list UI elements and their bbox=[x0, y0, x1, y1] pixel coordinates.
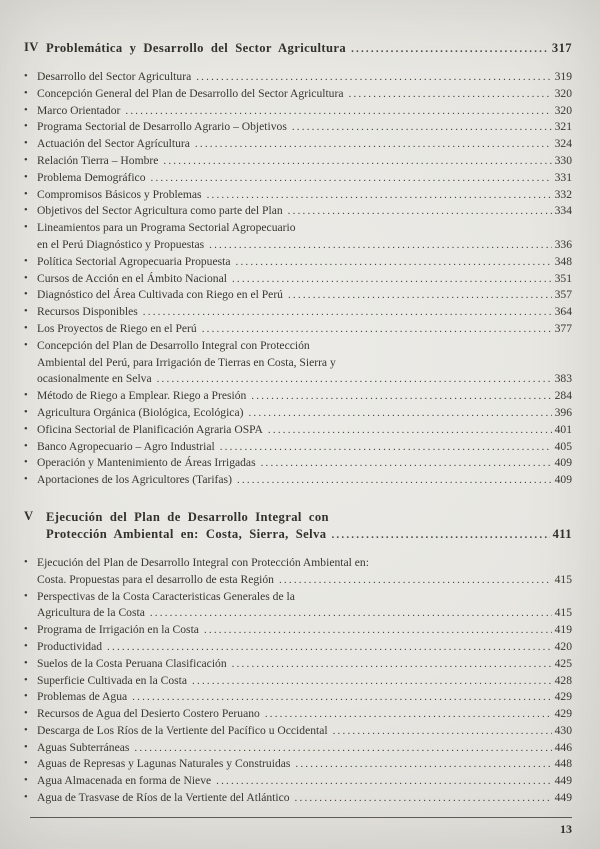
toc-entry-title: Diagnóstico del Área Cultivada con Riego en el Perú bbox=[37, 288, 283, 302]
toc-item-body bbox=[37, 304, 572, 321]
toc-entry-title: Método de Riego a Emplear. Riego a Presión bbox=[37, 389, 247, 403]
toc-item-body bbox=[37, 706, 572, 723]
toc-item bbox=[24, 136, 572, 153]
bullet-icon: • bbox=[24, 775, 28, 787]
toc-entry-page-number: 446 bbox=[554, 740, 572, 754]
dot-leader bbox=[196, 69, 551, 86]
section-line bbox=[46, 40, 572, 58]
toc-item-body bbox=[37, 271, 572, 288]
toc-item bbox=[24, 220, 572, 254]
bullet-icon: • bbox=[24, 457, 28, 469]
toc-item-body bbox=[37, 338, 572, 388]
toc-item-body bbox=[37, 439, 572, 456]
section-title-continued: Ejecución del Plan de Desarrollo Integral con bbox=[46, 509, 329, 524]
dot-leader bbox=[295, 790, 552, 807]
toc-entry-title: Problemas de Agua bbox=[37, 690, 128, 704]
dot-leader bbox=[279, 572, 552, 589]
toc-item-body bbox=[37, 689, 572, 706]
toc-section-v bbox=[24, 509, 572, 807]
toc-item-body bbox=[37, 119, 572, 136]
toc-entry-title: Costa. Propuestas para el desarrollo de esta Región bbox=[37, 572, 274, 586]
toc-entry-line bbox=[37, 622, 572, 639]
toc-entry-line bbox=[37, 203, 572, 220]
toc-entry-page-number: 336 bbox=[554, 237, 572, 251]
toc-entry-line bbox=[37, 455, 572, 472]
toc-item bbox=[24, 187, 572, 204]
bullet-icon: • bbox=[24, 674, 28, 686]
bullet-icon: • bbox=[24, 171, 28, 183]
toc-entry-line bbox=[37, 422, 572, 439]
toc-item-body bbox=[37, 136, 572, 153]
bullet-icon: • bbox=[24, 339, 28, 351]
dot-leader bbox=[236, 254, 552, 271]
dot-leader bbox=[209, 237, 551, 254]
dot-leader bbox=[331, 526, 549, 544]
toc-entry-page-number: 364 bbox=[554, 305, 572, 319]
toc-entry-title: Actuación del Sector Agrícultura bbox=[37, 137, 190, 151]
section-heading-lines bbox=[46, 509, 572, 544]
toc-entry-page-number: 284 bbox=[554, 389, 572, 403]
toc-item-body bbox=[37, 321, 572, 338]
section-numeral: IV bbox=[24, 40, 39, 54]
toc-entry-page-number: 330 bbox=[554, 153, 572, 167]
toc-entry-page-number: 420 bbox=[554, 639, 572, 653]
toc-entry-line bbox=[37, 371, 572, 388]
dot-leader bbox=[251, 388, 551, 405]
toc-entry-line bbox=[37, 740, 572, 757]
toc-entry-line bbox=[37, 439, 572, 456]
dot-leader bbox=[157, 371, 552, 388]
toc-item bbox=[24, 706, 572, 723]
toc-item-list bbox=[24, 555, 572, 807]
dot-leader bbox=[207, 187, 552, 204]
toc-entry-continued: Ambiental del Perú, para Irrigación de Tierras en Costa, Sierra y bbox=[37, 355, 336, 369]
dot-leader bbox=[125, 103, 551, 120]
toc-entry-title: Aguas de Represas y Lagunas Naturales y Construidas bbox=[37, 757, 291, 771]
toc-entry-page-number: 419 bbox=[554, 623, 572, 637]
toc-entry-page-number: 331 bbox=[554, 170, 572, 184]
toc-entry-line bbox=[37, 790, 572, 807]
toc-entry-page-number: 409 bbox=[554, 473, 572, 487]
toc-entry-title: Aportaciones de los Agricultores (Tarifas) bbox=[37, 473, 232, 487]
toc-item-body bbox=[37, 220, 572, 254]
toc-entry-line bbox=[37, 254, 572, 271]
toc-entry-line bbox=[37, 723, 572, 740]
dot-leader bbox=[351, 40, 549, 58]
section-heading bbox=[24, 509, 572, 544]
toc-entry-page-number: 449 bbox=[554, 774, 572, 788]
toc-item-body bbox=[37, 103, 572, 120]
toc-entry-title: Programa de Irrigación en la Costa bbox=[37, 623, 199, 637]
toc-entry-line bbox=[37, 119, 572, 136]
toc-entry-title: Recursos Disponibles bbox=[37, 305, 138, 319]
dot-leader bbox=[232, 271, 552, 288]
dot-leader bbox=[292, 119, 552, 136]
toc-item-body bbox=[37, 69, 572, 86]
bullet-icon: • bbox=[24, 289, 28, 301]
toc-entry-page-number: 377 bbox=[554, 321, 572, 335]
toc-entry-line bbox=[37, 405, 572, 422]
bullet-icon: • bbox=[24, 222, 28, 234]
toc-entry-line bbox=[37, 673, 572, 690]
dot-leader bbox=[268, 422, 552, 439]
toc-item bbox=[24, 405, 572, 422]
toc-item bbox=[24, 673, 572, 690]
toc-item bbox=[24, 103, 572, 120]
page-footer bbox=[30, 817, 572, 837]
toc-entry-title: Recursos de Agua del Desierto Costero Peruano bbox=[37, 707, 260, 721]
toc-entry-title: Oficina Sectorial de Planificación Agraria OSPA bbox=[37, 422, 263, 436]
toc-entry-page-number: 401 bbox=[554, 422, 572, 436]
bullet-icon: • bbox=[24, 474, 28, 486]
toc-item-body bbox=[37, 555, 572, 589]
toc-item-body bbox=[37, 756, 572, 773]
toc-entry-title: Los Proyectos de Riego en el Perú bbox=[37, 321, 197, 335]
dot-leader bbox=[195, 136, 552, 153]
toc-item bbox=[24, 304, 572, 321]
toc-item bbox=[24, 86, 572, 103]
toc-item bbox=[24, 153, 572, 170]
toc-entry-line bbox=[37, 756, 572, 773]
toc-entry-continued: Ejecución del Plan de Desarrollo Integral con Protección Ambiental en: bbox=[37, 555, 369, 569]
toc-entry-title: Agricultura de la Costa bbox=[37, 606, 145, 620]
toc-entry-page-number: 334 bbox=[554, 204, 572, 218]
toc-item-body bbox=[37, 153, 572, 170]
toc-entry-line bbox=[37, 287, 572, 304]
toc-entry-line bbox=[37, 321, 572, 338]
bullet-icon: • bbox=[24, 322, 28, 334]
toc-entry-line bbox=[37, 187, 572, 204]
toc-item bbox=[24, 790, 572, 807]
toc-entry-line bbox=[37, 237, 572, 254]
toc-entry-line bbox=[37, 572, 572, 589]
dot-leader bbox=[232, 656, 552, 673]
toc-item bbox=[24, 338, 572, 388]
bullet-icon: • bbox=[24, 440, 28, 452]
toc-entry-title: Banco Agropecuario – Agro Industrial bbox=[37, 439, 215, 453]
toc-entry-title: ocasionalmente en Selva bbox=[37, 372, 152, 386]
dot-leader bbox=[143, 304, 552, 321]
bullet-icon: • bbox=[24, 624, 28, 636]
dot-leader bbox=[202, 321, 552, 338]
bullet-icon: • bbox=[24, 121, 28, 133]
toc-item-body bbox=[37, 388, 572, 405]
dot-leader bbox=[216, 773, 551, 790]
toc-entry-title: Concepción General del Plan de Desarrollo del Sector Agricultura bbox=[37, 86, 344, 100]
bullet-icon: • bbox=[24, 406, 28, 418]
toc-entry-page-number: 409 bbox=[554, 456, 572, 470]
toc-entry-page-number: 320 bbox=[554, 103, 572, 117]
toc-entry-line bbox=[37, 773, 572, 790]
toc-entry-title: Operación y Mantenimiento de Áreas Irrigadas bbox=[37, 456, 256, 470]
dot-leader bbox=[132, 689, 551, 706]
toc-entry-line bbox=[37, 656, 572, 673]
dot-leader bbox=[237, 472, 552, 489]
toc-entry-line bbox=[37, 639, 572, 656]
bullet-icon: • bbox=[24, 741, 28, 753]
dot-leader bbox=[288, 287, 552, 304]
toc-item-body bbox=[37, 86, 572, 103]
toc-entry-line bbox=[37, 605, 572, 622]
bullet-icon: • bbox=[24, 724, 28, 736]
toc-item bbox=[24, 756, 572, 773]
toc-item bbox=[24, 689, 572, 706]
toc-entry-line bbox=[37, 86, 572, 103]
dot-leader bbox=[295, 756, 551, 773]
toc-entry-line bbox=[37, 472, 572, 489]
dot-leader bbox=[248, 405, 551, 422]
toc-section-iv bbox=[24, 40, 572, 489]
toc-entry-title: Marco Orientador bbox=[37, 103, 121, 117]
toc-item bbox=[24, 271, 572, 288]
toc-entry-page-number: 415 bbox=[554, 572, 572, 586]
toc-entry-title: Productividad bbox=[37, 639, 103, 653]
toc-item-body bbox=[37, 639, 572, 656]
toc-entry-continued: Lineamientos para un Programa Sectorial Agropecuario bbox=[37, 221, 296, 235]
dot-leader bbox=[192, 673, 552, 690]
toc-entry-page-number: 324 bbox=[554, 137, 572, 151]
section-title: Problemática y Desarrollo del Sector Agricultura bbox=[46, 41, 347, 55]
toc-entry-page-number: 448 bbox=[554, 757, 572, 771]
toc-entry-line bbox=[37, 689, 572, 706]
bullet-icon: • bbox=[24, 71, 28, 82]
toc-entry-page-number: 415 bbox=[554, 606, 572, 620]
toc-item-body bbox=[37, 405, 572, 422]
toc-entry-page-number: 425 bbox=[554, 656, 572, 670]
toc-item bbox=[24, 740, 572, 757]
toc-entry-page-number: 357 bbox=[554, 288, 572, 302]
toc-entry-page-number: 319 bbox=[554, 70, 572, 83]
dot-leader bbox=[265, 706, 552, 723]
toc-item-body bbox=[37, 254, 572, 271]
bullet-icon: • bbox=[24, 87, 28, 99]
toc-item-body bbox=[37, 673, 572, 690]
toc-item-body bbox=[37, 287, 572, 304]
dot-leader bbox=[134, 740, 551, 757]
toc-entry-page-number: 383 bbox=[554, 372, 572, 386]
dot-leader bbox=[220, 439, 552, 456]
dot-leader bbox=[150, 605, 552, 622]
toc-item bbox=[24, 656, 572, 673]
dot-leader bbox=[107, 639, 552, 656]
toc-entry-line bbox=[37, 706, 572, 723]
dot-leader bbox=[349, 86, 552, 103]
bullet-icon: • bbox=[24, 640, 28, 652]
toc-entry-title: Política Sectorial Agropecuaria Propuesta bbox=[37, 254, 231, 268]
bullet-icon: • bbox=[24, 423, 28, 435]
toc-entry-page-number: 429 bbox=[554, 690, 572, 704]
toc-item-body bbox=[37, 656, 572, 673]
toc-item bbox=[24, 472, 572, 489]
toc-entry-page-number: 405 bbox=[554, 439, 572, 453]
toc-item bbox=[24, 170, 572, 187]
dot-leader bbox=[288, 203, 552, 220]
bullet-icon: • bbox=[24, 758, 28, 770]
toc-entry-page-number: 396 bbox=[554, 405, 572, 419]
dot-leader bbox=[163, 153, 551, 170]
section-line bbox=[46, 526, 572, 544]
bullet-icon: • bbox=[24, 306, 28, 318]
toc-entry-title: Problema Demográfico bbox=[37, 170, 146, 184]
toc-entry-continued: Concepción del Plan de Desarrollo Integral con Protección bbox=[37, 338, 310, 352]
toc-entry-page-number: 429 bbox=[554, 707, 572, 721]
dot-leader bbox=[204, 622, 552, 639]
toc-item-body bbox=[37, 723, 572, 740]
toc-entry-page-number: 430 bbox=[554, 723, 572, 737]
toc-entry-title: Agricultura Orgánica (Biológica, Ecológica) bbox=[37, 405, 244, 419]
toc-entry-continued: Perspectivas de la Costa Caracteristicas Generales de la bbox=[37, 589, 295, 603]
dot-leader bbox=[151, 170, 552, 187]
toc-entry-page-number: 320 bbox=[554, 86, 572, 100]
toc-item bbox=[24, 773, 572, 790]
toc-item bbox=[24, 639, 572, 656]
toc-item-body bbox=[37, 203, 572, 220]
toc-entry-title: Compromisos Básicos y Problemas bbox=[37, 187, 202, 201]
toc-entry-line bbox=[37, 153, 572, 170]
section-page-number: 317 bbox=[551, 41, 572, 55]
toc-item-body bbox=[37, 187, 572, 204]
toc-item-body bbox=[37, 455, 572, 472]
toc-item-body bbox=[37, 622, 572, 639]
toc-entry-title: Desarrollo del Sector Agricultura bbox=[37, 70, 192, 83]
toc-item bbox=[24, 723, 572, 740]
toc-entry-title: Objetivos del Sector Agricultura como parte del Plan bbox=[37, 204, 283, 218]
toc-entry-title: Suelos de la Costa Peruana Clasificación bbox=[37, 656, 227, 670]
section-title: Protección Ambiental en: Costa, Sierra, Selva bbox=[46, 526, 327, 541]
toc-item bbox=[24, 439, 572, 456]
toc-item bbox=[24, 388, 572, 405]
bullet-icon: • bbox=[24, 792, 28, 804]
toc-item bbox=[24, 422, 572, 439]
toc-item bbox=[24, 455, 572, 472]
toc-item bbox=[24, 203, 572, 220]
toc-item-body bbox=[37, 790, 572, 807]
toc-item bbox=[24, 622, 572, 639]
toc-entry-line bbox=[37, 170, 572, 187]
toc-item-body bbox=[37, 170, 572, 187]
toc-entry-line bbox=[37, 136, 572, 153]
section-heading-lines bbox=[46, 40, 572, 58]
toc-entry-page-number: 428 bbox=[554, 673, 572, 687]
bullet-icon: • bbox=[24, 255, 28, 267]
toc-item-body bbox=[37, 422, 572, 439]
page-number: 13 bbox=[560, 822, 572, 836]
toc-entry-line bbox=[37, 103, 572, 120]
dot-leader bbox=[261, 455, 552, 472]
bullet-icon: • bbox=[24, 154, 28, 166]
bullet-icon: • bbox=[24, 708, 28, 720]
bullet-icon: • bbox=[24, 657, 28, 669]
bullet-icon: • bbox=[24, 138, 28, 150]
dot-leader bbox=[333, 723, 552, 740]
toc-entry-title: Agua de Trasvase de Ríos de la Vertiente del Atlántico bbox=[37, 791, 290, 805]
bullet-icon: • bbox=[24, 104, 28, 116]
toc-item bbox=[24, 119, 572, 136]
toc-item bbox=[24, 321, 572, 338]
toc-entry-title: Relación Tierra – Hombre bbox=[37, 153, 159, 167]
bullet-icon: • bbox=[24, 390, 28, 402]
toc-item-body bbox=[37, 472, 572, 489]
bullet-icon: • bbox=[24, 556, 28, 568]
bullet-icon: • bbox=[24, 188, 28, 200]
toc-item-body bbox=[37, 740, 572, 757]
section-heading bbox=[24, 40, 572, 58]
toc-entry-title: Descarga de Los Ríos de la Vertiente del Pacífico u Occidental bbox=[37, 723, 328, 737]
toc-item bbox=[24, 69, 572, 86]
section-numeral: V bbox=[24, 508, 34, 523]
toc-entry-line bbox=[37, 388, 572, 405]
toc-entry-page-number: 348 bbox=[554, 254, 572, 268]
toc-entry-page-number: 449 bbox=[554, 791, 572, 805]
toc-entry-title: Agua Almacenada en forma de Nieve bbox=[37, 774, 212, 788]
toc-item-body bbox=[37, 773, 572, 790]
toc-entry-line bbox=[37, 304, 572, 321]
toc-item-body bbox=[37, 589, 572, 623]
toc-entry-title: Superficie Cultivada en la Costa bbox=[37, 673, 188, 687]
toc-item bbox=[24, 589, 572, 623]
toc-item bbox=[24, 287, 572, 304]
toc-item bbox=[24, 254, 572, 271]
toc-entry-page-number: 351 bbox=[554, 271, 572, 285]
toc-entry-title: Aguas Subterráneas bbox=[37, 740, 130, 754]
toc-entry-title: Cursos de Acción en el Ámbito Nacional bbox=[37, 271, 227, 285]
toc-entry-page-number: 332 bbox=[554, 187, 572, 201]
bullet-icon: • bbox=[24, 691, 28, 703]
toc-entry-line bbox=[37, 69, 572, 86]
toc-entry-title: en el Perú Diagnóstico y Propuestas bbox=[37, 237, 205, 251]
bullet-icon: • bbox=[24, 590, 28, 602]
toc-entry-line bbox=[37, 271, 572, 288]
section-page-number: 411 bbox=[552, 526, 572, 541]
toc-entry-title: Programa Sectorial de Desarrollo Agrario – Objetivos bbox=[37, 120, 287, 134]
bullet-icon: • bbox=[24, 272, 28, 284]
toc-item bbox=[24, 555, 572, 589]
bullet-icon: • bbox=[24, 205, 28, 217]
toc-item-list bbox=[24, 69, 572, 489]
toc-entry-page-number: 321 bbox=[554, 120, 572, 134]
